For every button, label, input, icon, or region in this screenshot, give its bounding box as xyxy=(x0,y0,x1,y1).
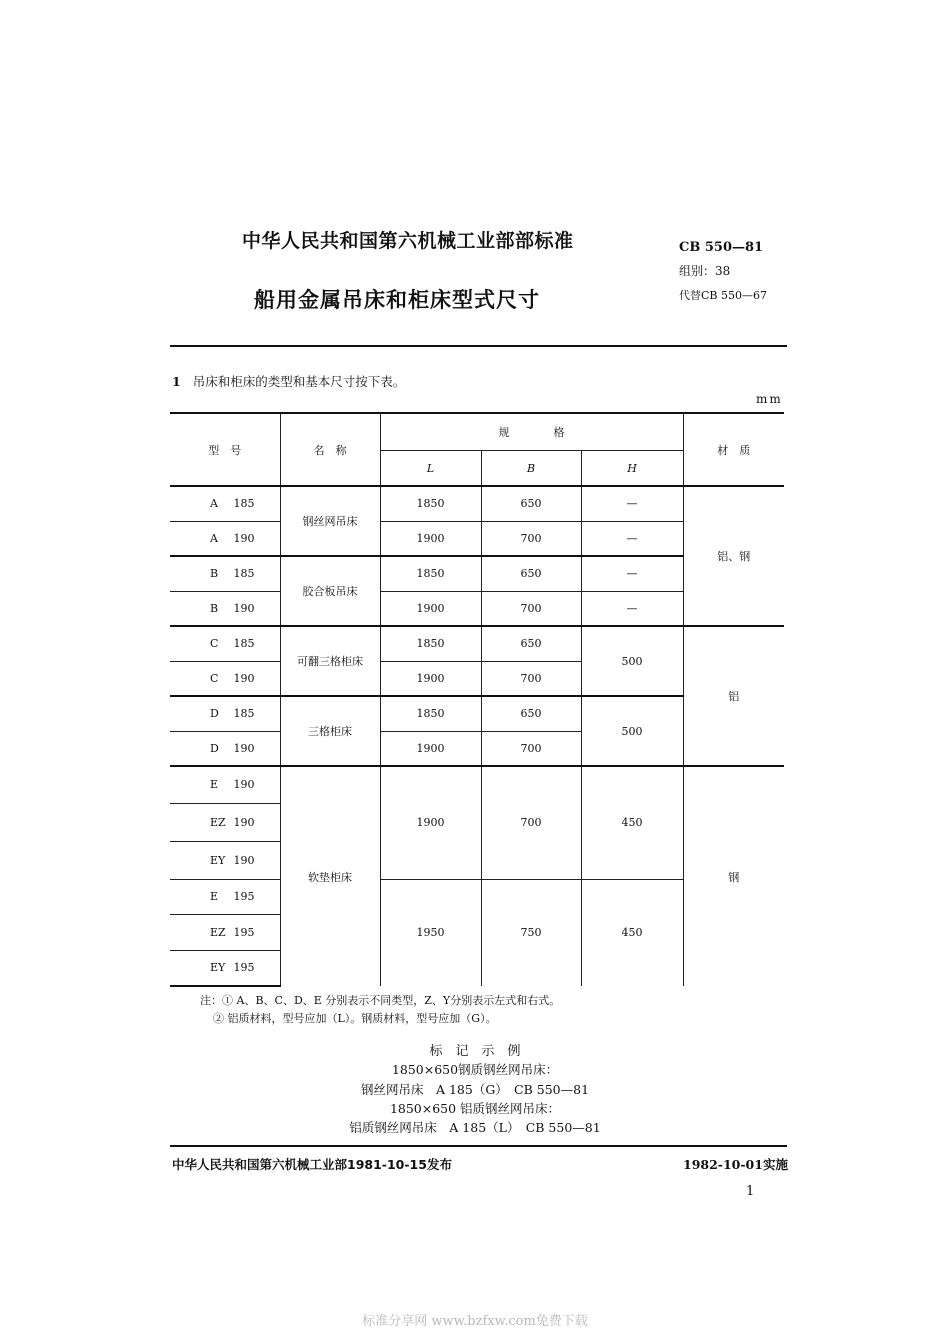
L-cell: 1900 xyxy=(380,591,481,626)
model-cell: EZ 190 xyxy=(170,803,280,841)
model-cell: C 185 xyxy=(170,626,280,661)
model-cell: C 190 xyxy=(170,661,280,696)
name-cell: 可翻三格柜床 xyxy=(280,626,380,696)
section-1-text: 吊床和柜床的类型和基本尺寸按下表。 xyxy=(192,374,406,389)
L-cell: 1850 xyxy=(380,556,481,591)
material-cell: 铝 xyxy=(683,626,784,766)
page-number: 1 xyxy=(746,1184,755,1199)
H-cell: — xyxy=(581,556,683,591)
model-cell: EY 190 xyxy=(170,841,280,879)
standard-code: CB 550—81 xyxy=(679,240,764,255)
model-cell: B 190 xyxy=(170,591,280,626)
header-name: 名 称 xyxy=(280,413,380,486)
top-divider xyxy=(170,345,787,347)
spec-table xyxy=(170,412,784,987)
H-cell: 500 xyxy=(581,696,683,766)
header-B: B xyxy=(481,451,581,487)
B-cell: 750 xyxy=(481,879,581,986)
note-1: 注：① A、B、C、D、E 分别表示不同类型，Z、Y分别表示左式和右式。 xyxy=(200,994,561,1007)
B-cell: 700 xyxy=(481,591,581,626)
B-cell: 700 xyxy=(481,661,581,696)
H-cell: 450 xyxy=(581,766,683,879)
example-line-1: 1850×650钢质钢丝网吊床： xyxy=(391,1062,559,1077)
model-cell: A 185 xyxy=(170,486,280,521)
note-2: ② 铝质材料，型号应加（L）。钢质材料，型号应加（G）。 xyxy=(213,1012,497,1025)
example-line-2: 钢丝网吊床 A 185（G） CB 550—81 xyxy=(360,1082,590,1097)
L-cell: 1850 xyxy=(380,486,481,521)
B-cell: 650 xyxy=(481,626,581,661)
L-cell: 1950 xyxy=(380,879,481,986)
B-cell: 700 xyxy=(481,731,581,766)
watermark: 标准分享网 www.bzfxw.com免费下载 xyxy=(362,1314,588,1329)
H-cell: — xyxy=(581,486,683,521)
model-cell: EY 195 xyxy=(170,950,280,986)
H-cell: 450 xyxy=(581,879,683,986)
name-cell: 三格柜床 xyxy=(280,696,380,766)
L-cell: 1900 xyxy=(380,766,481,879)
group-number: 组别：38 xyxy=(679,264,731,278)
H-cell: 500 xyxy=(581,626,683,696)
header-spec: 规 格 xyxy=(380,413,683,451)
bottom-divider xyxy=(170,1145,787,1147)
material-cell: 铝、钢 xyxy=(683,486,784,626)
B-cell: 650 xyxy=(481,696,581,731)
header-material: 材 质 xyxy=(683,413,784,486)
issue-date: 中华人民共和国第六机械工业部1981-10-15发布 xyxy=(172,1157,452,1172)
example-line-3: 1850×650 铝质钢丝网吊床： xyxy=(389,1101,561,1116)
section-1-number: 1 xyxy=(172,374,181,389)
name-cell: 胶合板吊床 xyxy=(280,556,380,626)
table-row xyxy=(170,766,784,803)
header-H: H xyxy=(581,451,683,487)
name-cell: 钢丝网吊床 xyxy=(280,486,380,556)
H-cell: — xyxy=(581,591,683,626)
L-cell: 1900 xyxy=(380,661,481,696)
model-cell: E 195 xyxy=(170,879,280,914)
B-cell: 650 xyxy=(481,486,581,521)
model-cell: E 190 xyxy=(170,766,280,803)
H-cell: — xyxy=(581,521,683,556)
issuing-organization: 中华人民共和国第六机械工业部部标准 xyxy=(242,230,574,252)
L-cell: 1850 xyxy=(380,696,481,731)
L-cell: 1850 xyxy=(380,626,481,661)
document-title: 船用金属吊床和柜床型式尺寸 xyxy=(254,288,540,312)
B-cell: 700 xyxy=(481,766,581,879)
B-cell: 700 xyxy=(481,521,581,556)
model-cell: A 190 xyxy=(170,521,280,556)
example-line-4: 铝质钢丝网吊床 A 185（L） CB 550—81 xyxy=(349,1120,601,1135)
replaces-standard: 代替CB 550—67 xyxy=(679,289,767,302)
B-cell: 650 xyxy=(481,556,581,591)
model-cell: EZ 195 xyxy=(170,914,280,950)
header-L: L xyxy=(380,451,481,487)
table-row xyxy=(170,626,784,661)
model-cell: D 190 xyxy=(170,731,280,766)
L-cell: 1900 xyxy=(380,521,481,556)
model-cell: D 185 xyxy=(170,696,280,731)
effective-date: 1982-10-01实施 xyxy=(683,1157,788,1172)
section-1 xyxy=(172,372,405,390)
header-model: 型 号 xyxy=(170,413,280,486)
table-row xyxy=(170,486,784,521)
L-cell: 1900 xyxy=(380,731,481,766)
unit-label: mm xyxy=(756,392,783,406)
material-cell: 钢 xyxy=(683,766,784,986)
example-title: 标 记 示 例 xyxy=(429,1044,521,1059)
model-cell: B 185 xyxy=(170,556,280,591)
name-cell: 软垫柜床 xyxy=(280,766,380,986)
